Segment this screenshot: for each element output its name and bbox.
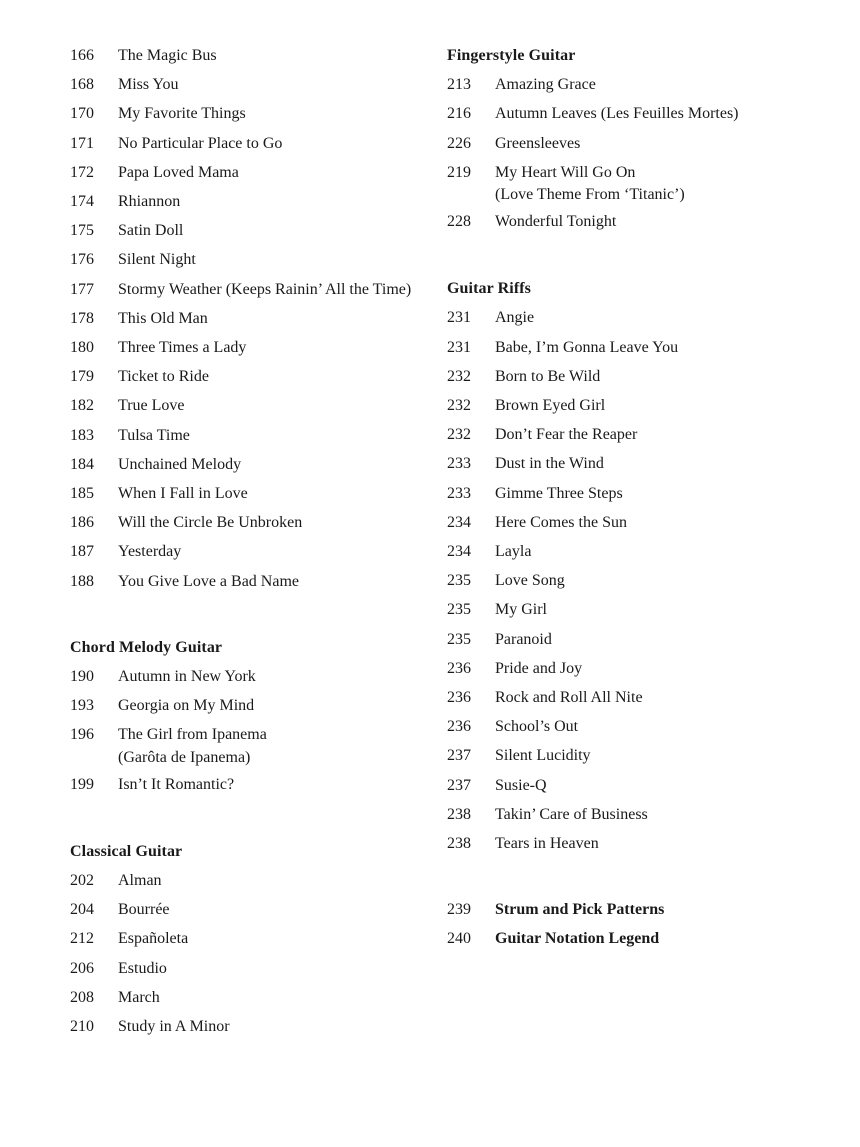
entry-title-text: Silent Lucidity [495, 747, 591, 765]
entry-title [118, 187, 430, 216]
section-heading: Guitar Riffs [447, 280, 532, 298]
page-number: 183 [70, 426, 94, 444]
entry-title [495, 537, 807, 566]
entry-title-text: Españoleta [118, 930, 189, 948]
toc-entry[interactable] [70, 1012, 430, 1041]
section-gap [447, 858, 807, 895]
entry-title [118, 216, 430, 245]
entry-title-text: When I Fall in Love [118, 485, 248, 503]
entry-title [495, 303, 807, 332]
entry-title-text: Miss You [118, 76, 179, 94]
toc-entry[interactable] [70, 421, 430, 450]
toc-entry[interactable] [447, 449, 807, 478]
entry-title-text: Ticket to Ride [118, 368, 209, 386]
page-number: 182 [70, 397, 94, 415]
entry-title-text: Estudio [118, 959, 167, 977]
page-number: 177 [70, 280, 94, 298]
toc-entry[interactable] [447, 333, 807, 362]
entry-title [495, 595, 807, 624]
section-chord-melody-guitar [70, 633, 430, 799]
toc-entry[interactable] [447, 129, 807, 158]
toc-entry[interactable] [70, 537, 430, 566]
page-number: 178 [70, 309, 94, 327]
entry-title-text: My Girl [495, 601, 547, 619]
entry-title [495, 771, 807, 800]
toc-entry[interactable] [447, 537, 807, 566]
entry-title [495, 508, 807, 537]
toc-entry[interactable] [70, 450, 430, 479]
page-number: 226 [447, 134, 471, 152]
page-number: 190 [70, 668, 94, 686]
section-heading: Fingerstyle Guitar [447, 47, 576, 64]
entry-title-text: Love Song [495, 572, 565, 590]
section-guitar-riffs [447, 274, 807, 858]
toc-entry[interactable] [70, 983, 430, 1012]
entry-title [118, 479, 430, 508]
entry-title-text: Yesterday [118, 543, 182, 561]
entry-title-text: Georgia on My Mind [118, 697, 255, 715]
page-number: 236 [447, 689, 471, 707]
page-number: 171 [70, 134, 94, 152]
page-number: 193 [70, 697, 94, 715]
entry-title-text: Silent Night [118, 251, 196, 269]
toc-entry[interactable] [447, 479, 807, 508]
toc-entry[interactable] [70, 567, 430, 596]
page-number: 237 [447, 776, 471, 794]
toc-entry[interactable] [447, 924, 807, 953]
page-number: 235 [447, 601, 471, 619]
toc-entry[interactable] [70, 479, 430, 508]
page-number: 184 [70, 455, 94, 473]
toc-entry[interactable] [447, 771, 807, 800]
page-number: 206 [70, 959, 94, 977]
toc-entry[interactable] [447, 625, 807, 654]
section-gap [70, 799, 430, 837]
page-number: 239 [447, 901, 471, 919]
entry-title-text: March [118, 988, 160, 1006]
toc-entry[interactable] [447, 508, 807, 537]
entry-title-text: Gimme Three Steps [495, 484, 623, 502]
entry-title-text: Study in A Minor [118, 1018, 230, 1036]
entry-title [118, 421, 430, 450]
left-column [70, 41, 430, 1041]
toc-entry[interactable] [447, 207, 807, 236]
entry-title-text: The Girl from Ipanema [118, 726, 267, 744]
page-number: 235 [447, 630, 471, 648]
section-heading: Classical Guitar [70, 842, 183, 860]
page-number: 202 [70, 872, 94, 890]
toc-entry[interactable] [70, 895, 430, 924]
section-appendix [447, 895, 807, 953]
toc-entry[interactable] [70, 508, 430, 537]
entry-title-text: True Love [118, 397, 185, 415]
entry-title-text: Autumn in New York [118, 668, 256, 686]
entry-title [495, 391, 807, 420]
toc-entry[interactable] [70, 129, 430, 158]
entry-title-text: Will the Circle Be Unbroken [118, 514, 303, 532]
entry-title-text: Paranoid [495, 630, 552, 648]
page-number: 212 [70, 930, 94, 948]
page-number: 179 [70, 368, 94, 386]
toc-entry[interactable] [70, 245, 430, 274]
page-number: 233 [447, 455, 471, 473]
entry-title-text: Rhiannon [118, 193, 181, 211]
page-number: 168 [70, 76, 94, 94]
entry-title-text: Angie [495, 309, 535, 327]
page-number: 204 [70, 901, 94, 919]
page-number: 170 [70, 105, 94, 123]
entry-title [495, 158, 807, 207]
entry-title [495, 420, 807, 449]
toc-entry[interactable] [447, 362, 807, 391]
page-number: 186 [70, 514, 94, 532]
entry-title [118, 983, 430, 1012]
entry-title-text: Three Times a Lady [118, 339, 247, 357]
toc-entry[interactable] [447, 654, 807, 683]
entry-title [495, 449, 807, 478]
entry-title-text: Pride and Joy [495, 659, 583, 677]
entry-title [118, 129, 430, 158]
entry-title-text: Papa Loved Mama [118, 163, 239, 181]
entry-title-text: My Heart Will Go On [495, 163, 636, 181]
entry-title-text: Satin Doll [118, 222, 184, 240]
entry-title [118, 866, 430, 895]
toc-entry[interactable] [447, 895, 807, 924]
page-number: 180 [70, 339, 94, 357]
entry-title-text: My Favorite Things [118, 105, 246, 123]
entry-title-text: Wonderful Tonight [495, 213, 617, 230]
entry-title [118, 720, 430, 769]
toc-entry[interactable] [70, 720, 430, 769]
entry-title-text: Takin’ Care of Business [495, 805, 648, 823]
toc-entry[interactable] [447, 391, 807, 420]
entry-title [118, 691, 430, 720]
entry-title [495, 479, 807, 508]
entry-title-text: Strum and Pick Patterns [495, 901, 665, 919]
entry-title-text: This Old Man [118, 309, 208, 327]
page-number: 213 [447, 76, 471, 94]
entry-title [118, 1012, 430, 1041]
entry-title [118, 304, 430, 333]
page-number: 231 [447, 338, 471, 356]
toc-entry[interactable] [70, 41, 430, 70]
entry-title-text: You Give Love a Bad Name [118, 572, 300, 590]
page-number: 196 [70, 726, 94, 744]
entry-title [495, 683, 807, 712]
entry-title [495, 625, 807, 654]
page-number: 174 [70, 193, 94, 211]
page-number: 231 [447, 309, 471, 327]
page-number: 172 [70, 163, 94, 181]
entry-title-text: Tulsa Time [118, 426, 190, 444]
page-number: 234 [447, 543, 471, 561]
entry-title [118, 99, 430, 128]
entry-title [118, 770, 430, 799]
entry-title-text: Isn’t It Romantic? [118, 775, 235, 793]
entry-title [118, 450, 430, 479]
entry-title [118, 275, 430, 304]
entry-title [495, 800, 807, 829]
toc-entry[interactable] [70, 333, 430, 362]
toc-entry[interactable] [70, 691, 430, 720]
section-classical-guitar [70, 837, 430, 1041]
page-number: 187 [70, 543, 94, 561]
entry-title [118, 954, 430, 983]
section-heading: Chord Melody Guitar [70, 638, 223, 656]
toc-entry[interactable] [447, 800, 807, 829]
page-number: 238 [447, 835, 471, 853]
page-number: 236 [447, 718, 471, 736]
entry-title [118, 362, 430, 391]
page-number: 208 [70, 988, 94, 1006]
entry-title [495, 712, 807, 741]
toc-entry[interactable] [70, 275, 430, 304]
toc-entry[interactable] [447, 595, 807, 624]
right-column [447, 41, 807, 954]
entry-title-text: Layla [495, 543, 532, 561]
entry-title [495, 129, 807, 158]
page-number: 240 [447, 930, 471, 948]
toc-entry[interactable] [70, 770, 430, 799]
toc-entry[interactable] [70, 391, 430, 420]
entry-title-text: Don’t Fear the Reaper [495, 426, 638, 444]
entry-title [495, 566, 807, 595]
entry-title-text: Susie-Q [495, 776, 547, 794]
toc-entry[interactable] [447, 303, 807, 332]
page-number: 232 [447, 367, 471, 385]
entry-title-text: Greensleeves [495, 134, 581, 152]
page-number: 175 [70, 222, 94, 240]
entry-title [118, 391, 430, 420]
page-number: 232 [447, 397, 471, 414]
entry-title [495, 654, 807, 683]
entry-title [495, 924, 807, 953]
page-number: 233 [447, 484, 471, 502]
toc-entry[interactable] [447, 420, 807, 449]
entry-title-text: Unchained Melody [118, 455, 242, 473]
entry-title-text: School’s Out [495, 718, 579, 736]
section-continued-songs [70, 41, 430, 596]
entry-title-text: Stormy Weather (Keeps Rainin’ All the Time) [118, 280, 412, 298]
toc-entry[interactable] [70, 866, 430, 895]
entry-title [118, 333, 430, 362]
entry-title-text: Guitar Notation Legend [495, 930, 660, 948]
page-number: 234 [447, 513, 471, 531]
page-number: 219 [447, 163, 471, 181]
entry-title-text: Brown Eyed Girl [495, 397, 606, 414]
entry-title [495, 333, 807, 362]
entry-subtitle: (Garôta de Ipanema) [118, 748, 251, 766]
section-gap [70, 596, 430, 633]
toc-entry[interactable] [447, 566, 807, 595]
page-number: 199 [70, 775, 94, 793]
toc-entry[interactable] [70, 924, 430, 953]
page-number: 185 [70, 485, 94, 503]
entry-title-text: Amazing Grace [495, 76, 596, 94]
entry-title [118, 508, 430, 537]
page-number: 176 [70, 251, 94, 269]
entry-title-text: Dust in the Wind [495, 455, 604, 473]
toc-entry[interactable] [447, 99, 807, 128]
entry-title-text: Alman [118, 872, 162, 890]
entry-title [495, 829, 807, 858]
page-number: 235 [447, 572, 471, 590]
page-number: 232 [447, 426, 471, 444]
page-number: 228 [447, 213, 471, 230]
page-number: 216 [447, 105, 471, 123]
page-number: 236 [447, 659, 471, 677]
entry-title [118, 662, 430, 691]
section-fingerstyle-guitar [447, 41, 807, 236]
toc-entry[interactable] [70, 216, 430, 245]
entry-title-text: Rock and Roll All Nite [495, 689, 643, 707]
page-number: 237 [447, 747, 471, 765]
toc-entry[interactable] [70, 99, 430, 128]
entry-title [118, 245, 430, 274]
toc-entry[interactable] [447, 683, 807, 712]
entry-title-text: Babe, I’m Gonna Leave You [495, 338, 679, 356]
entry-title [118, 158, 430, 187]
page-number: 210 [70, 1018, 94, 1036]
entry-title [118, 895, 430, 924]
entry-title-text: No Particular Place to Go [118, 134, 283, 152]
page-number: 188 [70, 572, 94, 590]
entry-title [495, 99, 807, 128]
entry-title [118, 567, 430, 596]
toc-entry[interactable] [447, 741, 807, 770]
entry-title-text: Bourrée [118, 901, 170, 919]
entry-title [118, 70, 430, 99]
toc-entry[interactable] [447, 158, 807, 207]
toc-entry[interactable] [447, 70, 807, 99]
entry-title [118, 924, 430, 953]
entry-title [495, 741, 807, 770]
entry-title [495, 207, 807, 236]
page-number: 166 [70, 47, 94, 64]
toc-entry[interactable] [70, 662, 430, 691]
toc-entry[interactable] [70, 362, 430, 391]
page-number: 238 [447, 805, 471, 823]
entry-title [495, 895, 807, 924]
toc-entry[interactable] [70, 158, 430, 187]
toc-entry[interactable] [70, 954, 430, 983]
entry-title-text: Here Comes the Sun [495, 513, 627, 531]
section-gap [447, 236, 807, 274]
toc-entry[interactable] [70, 187, 430, 216]
entry-title-text: Born to Be Wild [495, 367, 601, 385]
entry-subtitle: (Love Theme From ‘Titanic’) [495, 186, 685, 203]
entry-title [495, 362, 807, 391]
entry-title-text: The Magic Bus [118, 47, 217, 64]
entry-title [118, 537, 430, 566]
entry-title [495, 70, 807, 99]
toc-entry[interactable] [70, 304, 430, 333]
entry-title-text: Tears in Heaven [495, 835, 599, 853]
toc-entry[interactable] [70, 70, 430, 99]
toc-entry[interactable] [447, 712, 807, 741]
entry-title [118, 41, 430, 70]
toc-entry[interactable] [447, 829, 807, 858]
entry-title-text: Autumn Leaves (Les Feuilles Mortes) [495, 105, 739, 123]
